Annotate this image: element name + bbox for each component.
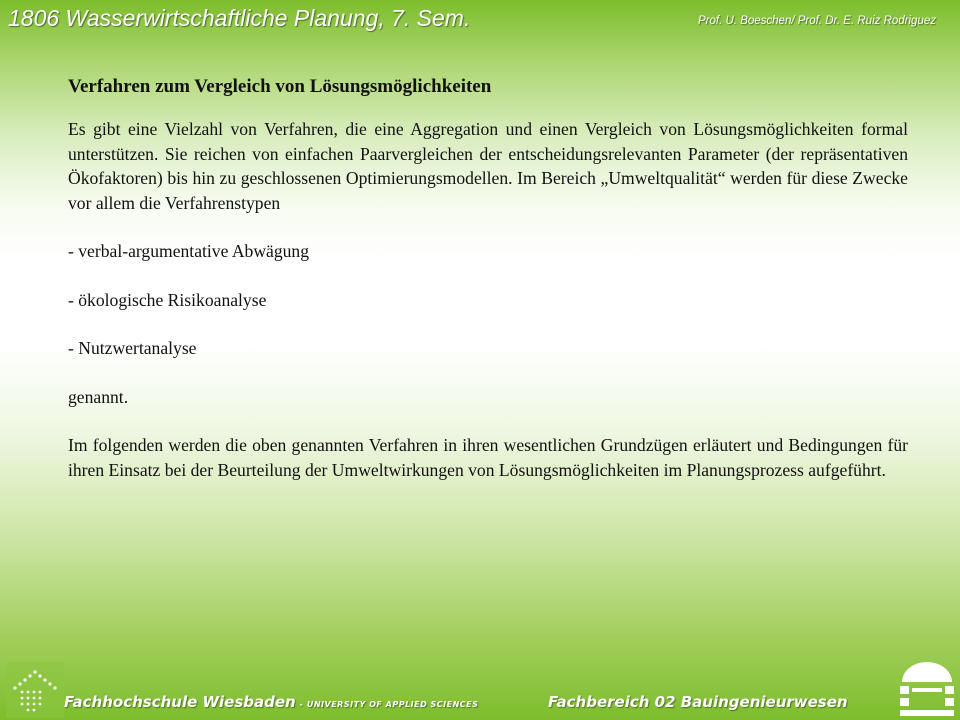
slide-title: Verfahren zum Vergleich von Lösungsmöglichkeiten <box>68 76 492 97</box>
footer-school <box>64 693 478 711</box>
professors-line: Prof. U. Boeschen/ Prof. Dr. E. Ruiz Rodriguez <box>698 15 936 27</box>
list-item: - verbal-argumentative Abwägung <box>68 241 310 261</box>
slide-content <box>68 76 908 506</box>
intro-paragraph: Es gibt eine Vielzahl von Verfahren, die eine Aggregation und einen Vergleich von Lösungsmöglichkeiten formal unterstützen. Sie reichen von einfachen Paarvergleichen der entscheidungsrelevanten Parameter (der repräsentativen Ökofaktoren) bis hin zu geschlossenen Optimierungsmodellen. Im Bereich „Umweltqualität“ werden für diese Zwecke vor allem die Verfahrenstypen <box>68 119 908 213</box>
genannt-text: genannt. <box>68 386 129 407</box>
school-subtitle: - UNIVERSITY OF APPLIED SCIENCES <box>299 700 479 709</box>
list-item: - ökologische Risikoanalyse <box>68 289 267 310</box>
school-name: Fachhochschule Wiesbaden <box>64 693 296 711</box>
department-logo-icon <box>896 660 958 720</box>
list-item: - Nutzwertanalyse <box>68 338 197 358</box>
footer-department: Fachbereich 02 Bauingenieurwesen <box>548 693 848 711</box>
school-logo-icon <box>6 662 64 718</box>
course-title: 1806 Wasserwirtschaftliche Planung, 7. Sem. <box>8 5 471 31</box>
closing-paragraph: Im folgenden werden die oben genannten Verfahren in ihren wesentlichen Grundzügen erläutert und Bedingungen für ihren Einsatz bei der Beurteilung der Umweltwirkungen von Lösungsmöglichkeiten im Planungsprozess aufgeführt. <box>68 435 908 480</box>
